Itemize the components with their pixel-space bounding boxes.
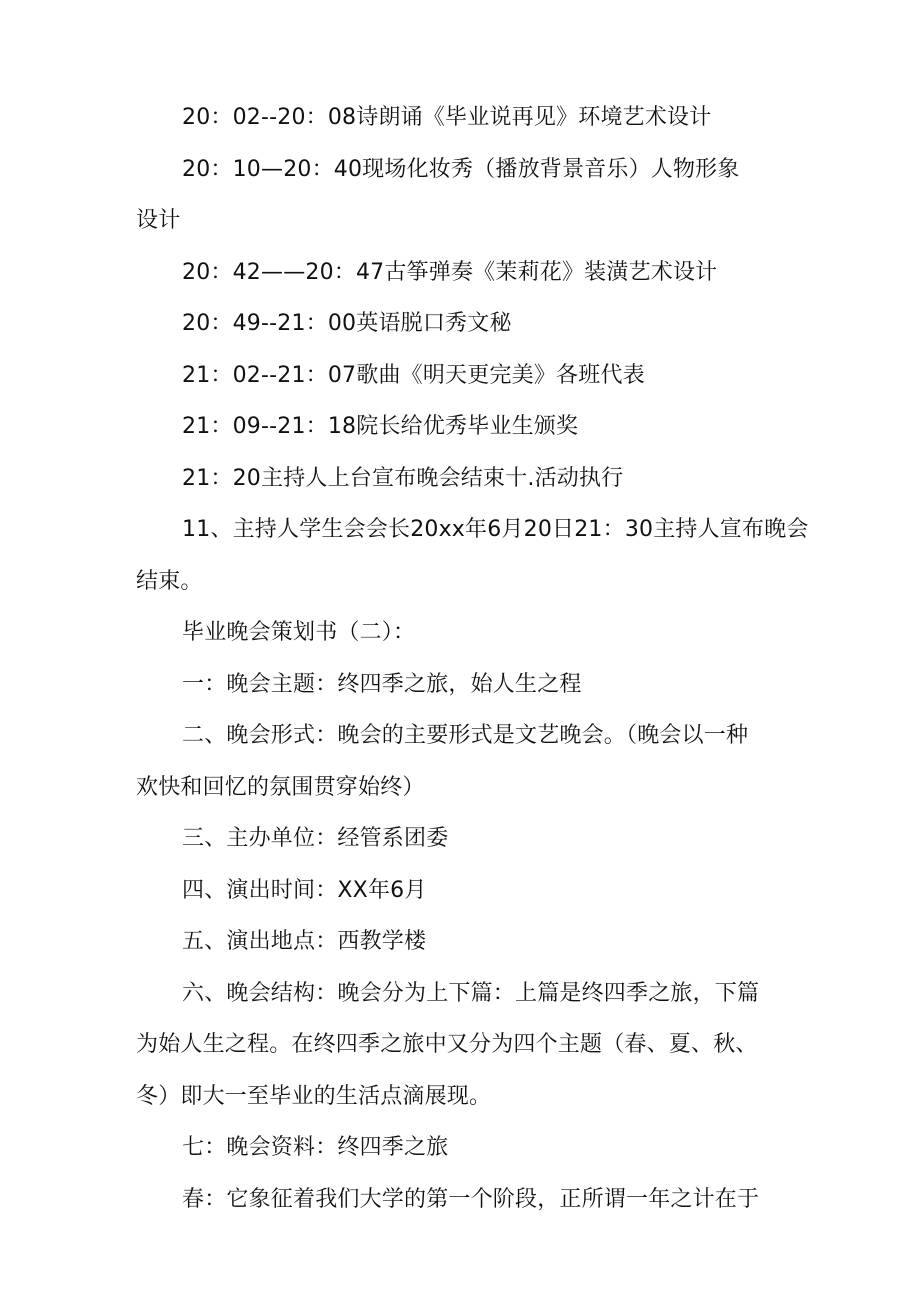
text-line: 20：02--20：08诗朗诵《毕业说再见》环境艺术设计 xyxy=(182,105,712,130)
document-body xyxy=(136,92,809,1225)
text-line: 四、演出时间：XX年6月 xyxy=(182,877,427,903)
text-line: 20：10—20：40现场化妆秀（播放背景音乐）人物形象 xyxy=(182,156,740,182)
text-line: 21：20主持人上台宣布晚会结束十.活动执行 xyxy=(182,465,624,491)
text-line: 欢快和回忆的氛围贯穿始终） xyxy=(136,774,425,800)
text-line: 11、主持人学生会会长20xx年6月20日21：30主持人宣布晚会 xyxy=(182,517,809,542)
text-line: 21：09--21：18院长给优秀毕业生颁奖 xyxy=(182,414,579,439)
text-line: 20：42——20：47古筝弹奏《茉莉花》装潢艺术设计 xyxy=(182,259,718,285)
text-line: 春：它象征着我们大学的第一个阶段，正所谓一年之计在于 xyxy=(182,1186,760,1212)
text-line: 设计 xyxy=(136,208,181,233)
text-line: 结束。 xyxy=(136,568,203,594)
text-line: 为始人生之程。在终四季之旅中又分为四个主题（春、夏、秋、 xyxy=(136,1032,758,1057)
text-line: 七：晚会资料：终四季之旅 xyxy=(182,1135,449,1160)
text-line: 20：49--21：00英语脱口秀文秘 xyxy=(182,311,512,336)
text-line: 二、晚会形式：晚会的主要形式是文艺晚会。（晚会以一种 xyxy=(182,723,749,748)
text-line: 21：02--21：07歌曲《明天更完美》各班代表 xyxy=(182,362,645,388)
section-heading: 毕业晚会策划书（二）： xyxy=(182,620,416,645)
text-line: 冬）即大一至毕业的生活点滴展现。 xyxy=(136,1083,492,1109)
text-line: 六、晚会结构：晚会分为上下篇：上篇是终四季之旅，下篇 xyxy=(182,980,760,1006)
text-line: 一：晚会主题：终四季之旅，始人生之程 xyxy=(182,671,582,697)
text-line: 五、演出地点：西教学楼 xyxy=(182,929,427,954)
text-line: 三、主办单位：经管系团委 xyxy=(182,826,449,851)
